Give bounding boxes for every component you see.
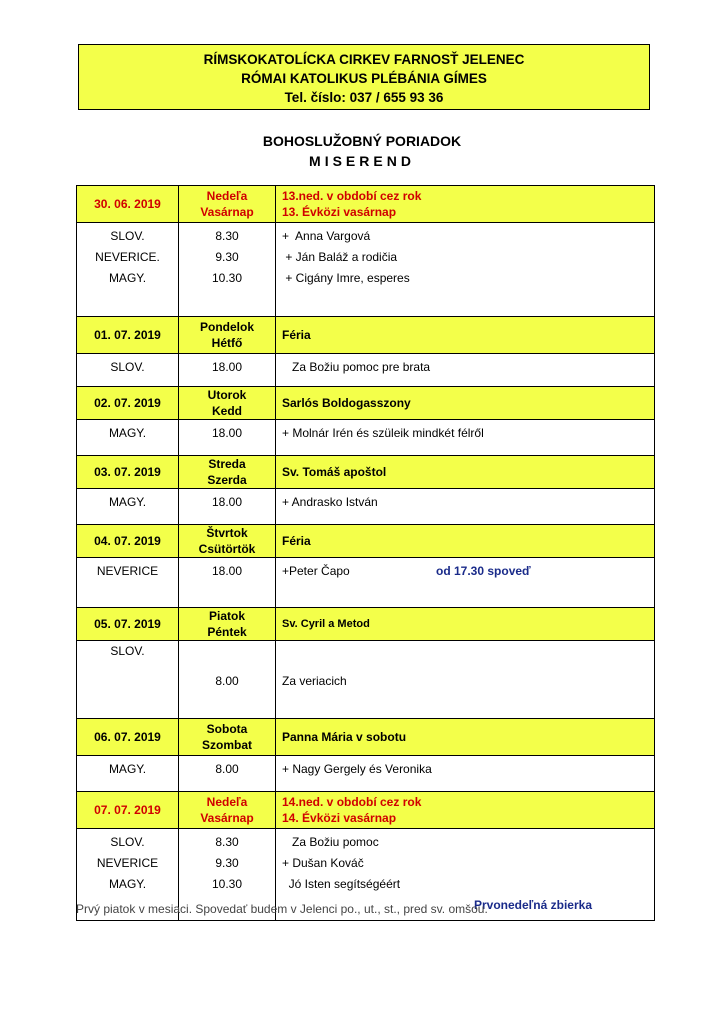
mass-language: MAGY. (108, 762, 147, 776)
mass-intention-text: Za veriacich (282, 674, 347, 688)
mass-language-cell (77, 756, 179, 792)
day-header-row (77, 456, 655, 489)
mass-intention-cell (276, 354, 655, 387)
day-name (179, 719, 276, 756)
mass-language-cell (77, 420, 179, 456)
mass-time: 8.00 (215, 762, 239, 776)
feast-name-hu: 14. Évközi vasárnap (282, 811, 397, 825)
mass-intention-text: + Andrasko István (282, 495, 378, 509)
mass-time-cell (179, 420, 276, 456)
feast-name-hu: 13. Évközi vasárnap (282, 205, 397, 219)
mass-detail-row (77, 223, 655, 317)
mass-detail-row (77, 489, 655, 525)
parish-phone: Tel. číslo: 037 / 655 93 36 (284, 90, 444, 105)
feast-cell (276, 792, 655, 829)
day-name-sk: Piatok (208, 609, 245, 623)
mass-time-cell (179, 223, 276, 317)
mass-intention-cell (276, 420, 655, 456)
mass-time-cell (179, 489, 276, 525)
day-name-hu: Vasárnap (200, 205, 254, 219)
mass-intention-cell (276, 558, 655, 608)
day-name-hu: Vasárnap (200, 811, 254, 825)
feast-name: 13.ned. v období cez rok (282, 189, 422, 203)
mass-language-cell (77, 558, 179, 608)
mass-detail-row (77, 354, 655, 387)
mass-intention (282, 853, 654, 874)
day-date: 07. 07. 2019 (77, 792, 179, 829)
mass-time: 18.00 (211, 495, 243, 509)
day-header-row (77, 719, 655, 756)
day-header-row (77, 186, 655, 223)
feast-cell (276, 456, 655, 489)
mass-time: 9.30 (215, 856, 239, 870)
day-name-hu: Szombat (201, 738, 252, 752)
mass-detail-row (77, 641, 655, 719)
day-header-row (77, 792, 655, 829)
mass-language: NEVERICE. (95, 250, 160, 264)
day-date: 03. 07. 2019 (77, 456, 179, 489)
mass-intention (282, 357, 654, 378)
mass-time-cell (179, 756, 276, 792)
day-name (179, 608, 276, 641)
mass-language: MAGY. (108, 426, 147, 440)
day-name (179, 456, 276, 489)
mass-time-cell (179, 558, 276, 608)
mass-time-cell (179, 641, 276, 719)
mass-time: 10.30 (211, 877, 243, 891)
day-name-sk: Pondelok (199, 320, 254, 334)
mass-language: SLOV. (110, 644, 145, 658)
mass-intention-cell (276, 641, 655, 719)
mass-language-cell (77, 641, 179, 719)
page-title: BOHOSLUŽOBNÝ PORIADOK (262, 133, 462, 149)
day-name-hu: Csütörtök (198, 542, 256, 556)
mass-time: 10.30 (211, 271, 243, 285)
footnote: Prvý piatok v mesiaci. Spovedať budem v Jelenci po., ut., st., pred sv. omšou. (76, 902, 488, 916)
mass-intention-text: + Anna Vargová (282, 229, 371, 243)
feast-cell (276, 608, 655, 641)
mass-intention-text: + Cigány Imre, esperes (282, 271, 410, 285)
mass-intention (282, 247, 654, 268)
mass-time: 18.00 (211, 360, 243, 374)
mass-intention-cell (276, 223, 655, 317)
mass-time: 8.30 (215, 835, 239, 849)
feast-cell (276, 719, 655, 756)
mass-intention (282, 268, 654, 289)
day-name-hu: Szerda (207, 473, 247, 487)
mass-intention-text: + Dušan Kováč (282, 856, 364, 870)
mass-detail-row (77, 420, 655, 456)
mass-intention-text: Za Božiu pomoc pre brata (282, 360, 431, 374)
day-date: 04. 07. 2019 (77, 525, 179, 558)
collection-note: Prvonedeľná zbierka (473, 898, 592, 912)
mass-time: 8.30 (215, 229, 239, 243)
feast-cell (276, 186, 655, 223)
mass-language: SLOV. (110, 229, 145, 243)
mass-intention-text: Jó Isten segítségéért (282, 877, 401, 891)
mass-intention-text: +Peter Čapo (282, 564, 350, 578)
feast-name: Sv. Cyril a Metod (282, 618, 370, 630)
mass-language: NEVERICE (96, 564, 159, 578)
mass-language: SLOV. (110, 835, 145, 849)
mass-time-cell (179, 354, 276, 387)
parish-name-hu: RÓMAI KATOLIKUS PLÉBÁNIA GÍMES (241, 71, 487, 86)
mass-language-cell (77, 489, 179, 525)
feast-name: Panna Mária v sobotu (282, 730, 407, 744)
day-header-row (77, 608, 655, 641)
parish-name-sk: RÍMSKOKATOLÍCKA CIRKEV FARNOSŤ JELENEC (203, 52, 525, 67)
mass-intention-cell (276, 756, 655, 792)
mass-detail-row (77, 756, 655, 792)
day-name-sk: Štvrtok (206, 526, 248, 540)
mass-language: SLOV. (110, 360, 145, 374)
feast-name: Féria (282, 534, 311, 548)
mass-intention-text: + Molnár Irén és szüleik mindkét félről (282, 426, 484, 440)
feast-name: Sv. Tomáš apoštol (282, 465, 387, 479)
mass-intention (282, 832, 654, 853)
mass-time: 9.30 (215, 250, 239, 264)
day-date: 30. 06. 2019 (77, 186, 179, 223)
day-name-sk: Nedeľa (206, 795, 248, 809)
day-name-sk: Utorok (207, 388, 247, 402)
mass-language: MAGY. (108, 271, 147, 285)
mass-intention (282, 671, 654, 692)
confession-note: od 17.30 spoveď (436, 564, 531, 578)
day-name-hu: Kedd (212, 404, 242, 418)
mass-intention-text: Za Božiu pomoc (282, 835, 379, 849)
day-date: 02. 07. 2019 (77, 387, 179, 420)
mass-language-cell (77, 223, 179, 317)
mass-intention (282, 226, 654, 247)
day-header-row (77, 525, 655, 558)
mass-intention-text: + Nagy Gergely és Veronika (282, 762, 432, 776)
mass-time: 8.00 (215, 674, 239, 688)
day-name-hu: Hétfő (211, 336, 243, 350)
day-name (179, 387, 276, 420)
mass-schedule-table (76, 185, 655, 921)
mass-intention (282, 874, 654, 895)
mass-time: 18.00 (211, 564, 243, 578)
day-date: 01. 07. 2019 (77, 317, 179, 354)
day-date: 06. 07. 2019 (77, 719, 179, 756)
day-header-row (77, 317, 655, 354)
mass-intention (282, 561, 654, 582)
day-date: 05. 07. 2019 (77, 608, 179, 641)
feast-name: 14.ned. v období cez rok (282, 795, 422, 809)
day-name-sk: Nedeľa (206, 189, 248, 203)
mass-intention (282, 492, 654, 513)
day-name-sk: Sobota (206, 722, 248, 736)
day-name-sk: Streda (208, 457, 246, 471)
mass-language-cell (77, 354, 179, 387)
mass-time: 18.00 (211, 426, 243, 440)
page-subtitle: MISEREND (309, 153, 415, 169)
day-name (179, 186, 276, 223)
mass-intention-text: + Ján Baláž a rodičia (282, 250, 398, 264)
mass-detail-row (77, 558, 655, 608)
mass-intention (282, 423, 654, 444)
mass-language: NEVERICE (96, 856, 159, 870)
mass-language: MAGY. (108, 877, 147, 891)
day-name (179, 525, 276, 558)
day-name-hu: Péntek (207, 625, 247, 639)
feast-cell (276, 317, 655, 354)
feast-name: Sarlós Boldogasszony (282, 396, 411, 410)
feast-cell (276, 525, 655, 558)
mass-intention (282, 759, 654, 780)
day-header-row (77, 387, 655, 420)
mass-intention-cell (276, 489, 655, 525)
feast-cell (276, 387, 655, 420)
mass-language: MAGY. (108, 495, 147, 509)
day-name (179, 317, 276, 354)
day-name (179, 792, 276, 829)
parish-header (78, 44, 650, 110)
feast-name: Féria (282, 328, 311, 342)
